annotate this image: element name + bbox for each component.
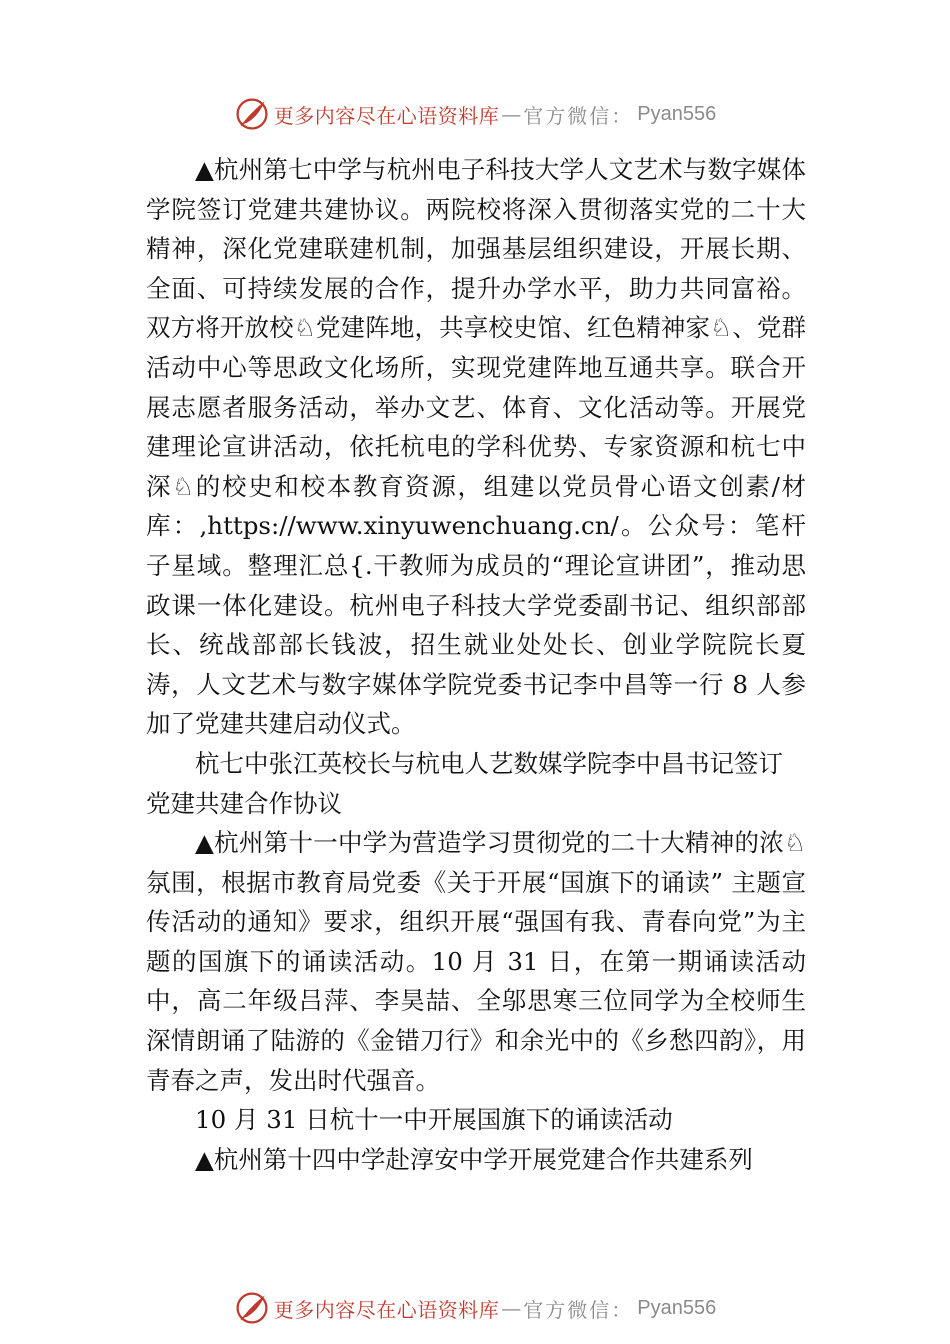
- paragraph-hz11-reading: ▲杭州第十一中学为营造学习贯彻党的二十大精神的浓♘氛围，根据市教育局党委《关于开展“国旗下的诵读” 主题宣传活动的通知》要求，组织开展“强国有我、青春向党”为主题的国旗下的诵读活动。10 月 31 日，在第一期诵读活动中，高二年级吕萍、李昊喆、全邬思寒三位同学为全校师生深情朗诵了陆游的《金错刀行》和余光中的《乡愁四韵》，用青春之声，发出时代强音。: [146, 828, 806, 1095]
- watermark-label: 官方微信：: [523, 1297, 634, 1322]
- watermark-dash: —: [501, 1296, 522, 1320]
- photo-caption-hz11: 10 月 31 日杭十一中开展国旗下的诵读活动: [195, 1105, 673, 1135]
- article-body: [146, 150, 806, 1179]
- watermark-dash: —: [501, 102, 522, 126]
- photo-caption-hz7: 杭七中张江英校长与杭电人艺数媒学院李中昌书记签订党建共建合作协议: [146, 748, 783, 818]
- paragraph-hz7-agreement: ▲杭州第七中学与杭州电子科技大学人文艺术与数字媒体学院签订党建共建协议。两院校将深入贯彻落实党的二十大精神，深化党建联建机制，加强基层组织建设，开展长期、全面、可持续发展的合作，提升办学水平，助力共同富裕。双方将开放校♘党建阵地，共享校史馆、红色精神家♘、党群活动中心等思政文化场所，实现党建阵地互通共享。联合开展志愿者服务活动，举办文艺、体育、文化活动等。开展党建理论宣讲活动，依托杭电的学科优势、专家资源和杭七中深♘的校史和校本教育资源，组建以党员骨心语文创素/材库：,https://www.xinyuwenchuang.cn/。公众号：笔杆子星域。整理汇总{.干教师为成员的“理论宣讲团”，推动思政课一体化建设。杭州电子科技大学党委副书记、组织部部长、统战部部长钱波，招生就业处处长、创业学院院长夏涛，人文艺术与数字媒体学院党委书记李中昌等一行 8 人参加了党建共建启动仪式。: [146, 155, 806, 739]
- watermark-label: 官方微信：: [523, 103, 634, 128]
- header-watermark: [0, 94, 950, 134]
- quill-logo-icon: [234, 96, 270, 132]
- watermark-id: Pyan556: [637, 1296, 717, 1319]
- watermark-text: 更多内容尽在心语资料库: [273, 1297, 500, 1322]
- quill-logo-icon: [234, 1290, 270, 1326]
- watermark-text: 更多内容尽在心语资料库: [273, 103, 500, 128]
- paragraph-hz14-start: ▲杭州第十四中学赴淳安中学开展党建合作共建系列: [195, 1144, 753, 1174]
- footer-watermark: [0, 1288, 950, 1328]
- watermark-id: Pyan556: [637, 102, 717, 125]
